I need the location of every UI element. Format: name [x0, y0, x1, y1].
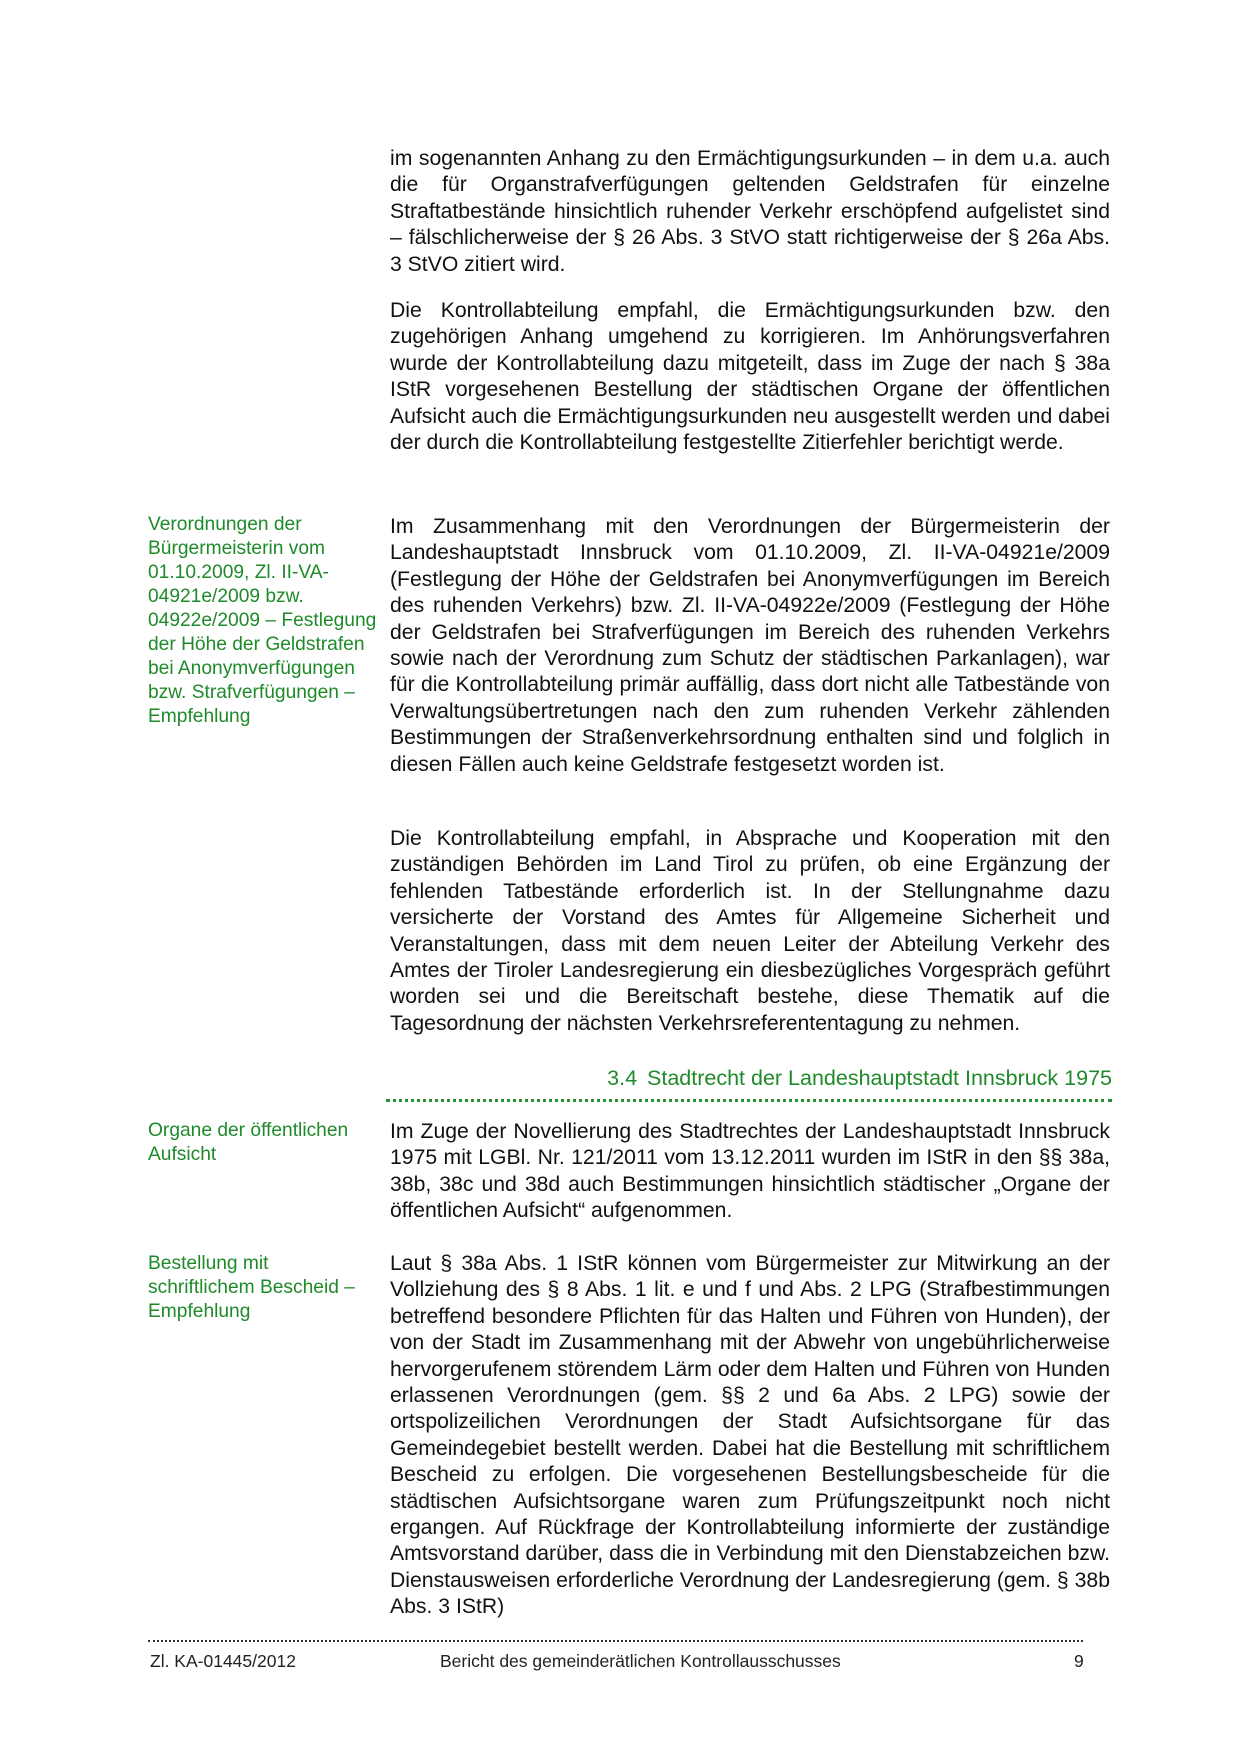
page-number: 9: [1074, 1651, 1084, 1671]
margin-note-verordnungen: [148, 513, 378, 729]
body-paragraph-2: [390, 298, 1110, 456]
paragraph-text: Im Zusammenhang mit den Verordnungen der Bürgermeisterin der Landeshauptstadt Innsbruck vom 01.10.2009, Zl. II-VA-04921e/2009 (Festlegung der Höhe der Geldstrafen bei Anonymverfügungen im Bereich des ruhenden Verkehrs) bzw. Zl. II-VA-04922e/2009 (Festlegung der Höhe der Geldstrafen bei Strafverfügungen im Bereich des ruhenden Verkehrs sowie nach der Verordnung zum Schutz der städtischen Parkanlagen), war für die Kontrollabteilung primär auffällig, dass dort nicht alle Tatbestände von Verwaltungsübertretungen nach den zum ruhenden Verkehr zählenden Bestimmungen der Straßenverkehrsordnung enthalten sind und folglich in diesen Fällen auch keine Geldstrafe festgesetzt worden ist.: [390, 515, 1110, 776]
footer-divider: [148, 1640, 1083, 1642]
body-paragraph-4: [390, 826, 1110, 1037]
section-number: 3.4: [607, 1066, 638, 1090]
margin-note-bestellung: [148, 1252, 378, 1324]
paragraph-text: Laut § 38a Abs. 1 IStR können vom Bürgermeister zur Mitwirkung an der Vollziehung des § 8 Abs. 1 lit. e und f und Abs. 2 LPG (Strafbestimmungen betreffend besondere Pflichten für das Halten und Führen von Hunden), der von der Stadt im Zusammenhang mit der Abwehr von ungebührlicherweise hervorgerufenem störendem Lärm oder dem Halten und Führen von Hunden erlassenen Verordnungen (gem. §§ 2 und 6a Abs. 2 LPG) sowie der ortspolizeilichen Verordnungen der Stadt Aufsichtsorgane für das Gemeindegebiet bestellt werden. Dabei hat die Bestellung mit schriftlichem Bescheid zu erfolgen. Die vorgesehenen Bestellungsbescheide für die städtischen Aufsichtsorgane waren zum Prüfungszeitpunkt noch nicht ergangen. Auf Rückfrage der Kontrollabteilung informierte der zuständige Amtsvorstand darüber, dass die in Verbindung mit den Dienstabzeichen bzw. Dienstausweisen erforderliche Verordnung der Landesregierung (gem. § 38b Abs. 3 IStR): [390, 1252, 1110, 1619]
margin-note-text: Organe der öffentlichen Aufsicht: [148, 1120, 349, 1165]
footer-reference: Zl. KA-01445/2012: [150, 1651, 296, 1671]
paragraph-text: Im Zuge der Novellierung des Stadtrechtes der Landeshauptstadt Innsbruck 1975 mit LGBl. Nr. 121/2011 vom 13.12.2011 wurden im IStR in den §§ 38a, 38b, 38c und 38d auch Bestimmungen hinsichtlich städtischer „Organe der öffentlichen Aufsicht“ aufgenommen.: [390, 1120, 1110, 1223]
footer-title: Bericht des gemeinderätlichen Kontrollausschusses: [440, 1651, 841, 1671]
paragraph-text: Die Kontrollabteilung empfahl, in Absprache und Kooperation mit den zuständigen Behörden im Land Tirol zu prüfen, ob eine Ergänzung der fehlenden Tatbestände erforderlich ist. In der Stellungnahme dazu versicherte der Vorstand des Amtes für Allgemeine Sicherheit und Veranstaltungen, dass mit dem neuen Leiter der Abteilung Verkehr des Amtes der Tiroler Landesregierung ein diesbezügliches Vorgespräch geführt worden sei und die Bereitschaft bestehe, diese Thematik auf die Tagesordnung der nächsten Verkehrsreferententagung zu nehmen.: [390, 827, 1110, 1035]
body-paragraph-3: [390, 514, 1110, 778]
margin-note-text: Verordnungen der Bürgermeisterin vom 01.10.2009, Zl. II-VA-04921e/2009 bzw. 04922e/2009 – Festlegung der Höhe der Geldstrafen bei Anonymverfügungen bzw. Strafverfügungen – Empfehlung: [148, 514, 377, 727]
body-paragraph-6: [390, 1251, 1110, 1621]
body-paragraph-5: [390, 1119, 1110, 1225]
margin-note-organe: [148, 1119, 378, 1167]
body-paragraph-1: [390, 146, 1110, 278]
section-heading: [386, 1065, 1112, 1102]
section-title: Stadtrecht der Landeshauptstadt Innsbruck 1975: [647, 1066, 1112, 1090]
paragraph-text: im sogenannten Anhang zu den Ermächtigungsurkunden – in dem u.a. auch die für Organstrafverfügungen geltenden Geldstrafen für einzelne Straftatbestände hinsichtlich ruhender Verkehr erschöpfend aufgelistet sind – fälschlicherweise der § 26 Abs. 3 StVO statt richtigerweise der § 26a Abs. 3 StVO zitiert wird.: [390, 147, 1110, 276]
margin-note-text: Bestellung mit schriftlichem Bescheid – Empfehlung: [148, 1253, 355, 1322]
paragraph-text: Die Kontrollabteilung empfahl, die Ermächtigungsurkunden bzw. den zugehörigen Anhang umgehend zu korrigieren. Im Anhörungsverfahren wurde der Kontrollabteilung dazu mitgeteilt, dass im Zuge der nach § 38a IStR vorgesehenen Bestellung der städtischen Organe der öffentlichen Aufsicht auch die Ermächtigungsurkunden neu ausgestellt werden und dabei der durch die Kontrollabteilung festgestellte Zitierfehler berichtigt werde.: [390, 299, 1110, 455]
